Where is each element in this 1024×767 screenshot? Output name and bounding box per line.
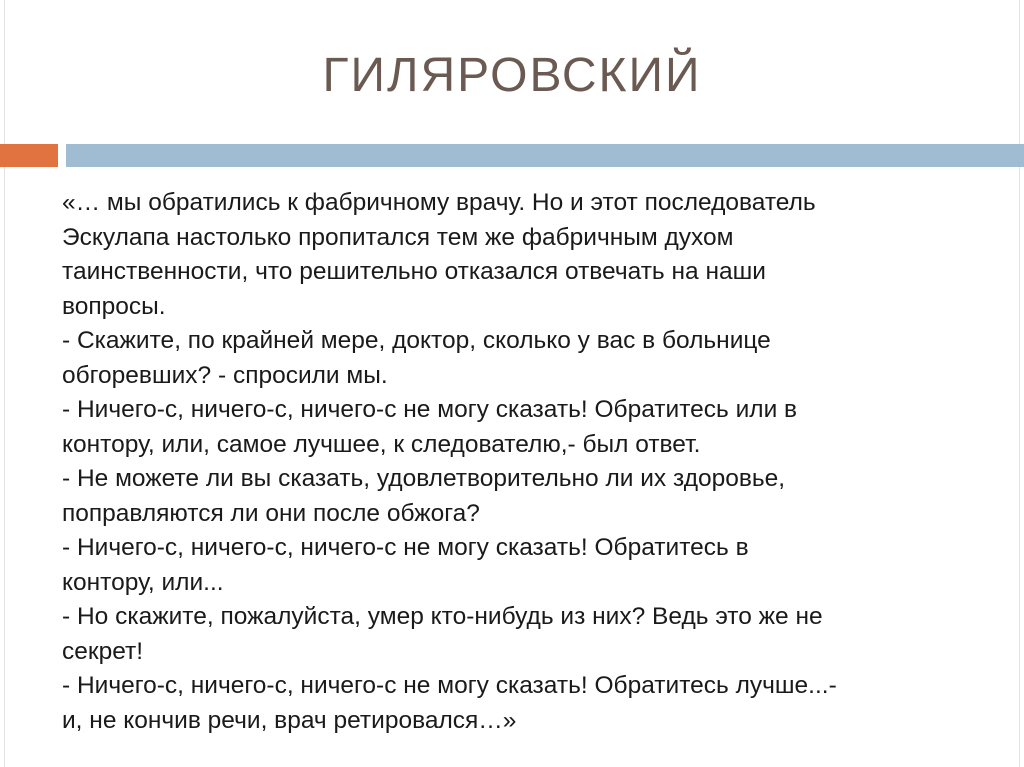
text-line: - Ничего-с, ничего-с, ничего-с не могу сказать! Обратитесь в <box>62 534 749 561</box>
title-divider-bar <box>66 144 1024 167</box>
text-line: вопросы. <box>62 292 166 320</box>
slide-frame-left <box>4 0 5 767</box>
text-line: - Скажите, по крайней мере, доктор, сколько у вас в больнице <box>62 327 771 354</box>
slide-frame-right <box>1019 0 1020 767</box>
text-line: контору, или... <box>62 568 224 596</box>
quote-text <box>62 186 992 738</box>
text-line: и, не кончив речи, врач ретировался…» <box>62 706 517 734</box>
text-line: контору, или, самое лучшее, к следователю,- был ответ. <box>62 430 701 458</box>
text-line: - Ничего-с, ничего-с, ничего-с не могу сказать! Обратитесь лучше...- <box>62 672 837 699</box>
text-line: «… мы обратились к фабричному врачу. Но и этот последователь <box>62 189 816 216</box>
slide-title: ГИЛЯРОВСКИЙ <box>322 49 702 102</box>
text-line: Эскулапа настолько пропитался тем же фабричным духом <box>62 223 734 251</box>
text-line: - Ничего-с, ничего-с, ничего-с не могу сказать! Обратитесь или в <box>62 396 798 423</box>
text-line: - Не можете ли вы сказать, удовлетворительно ли их здоровье, <box>62 465 786 492</box>
text-line: секрет! <box>62 637 144 665</box>
text-line: поправляются ли они после обжога? <box>62 499 480 527</box>
text-line: - Но скажите, пожалуйста, умер кто-нибудь из них? Ведь это же не <box>62 603 823 630</box>
text-line: таинственности, что решительно отказался отвечать на наши <box>62 258 766 285</box>
text-line: обгоревших? - спросили мы. <box>62 361 388 389</box>
title-accent-bar <box>0 144 58 167</box>
